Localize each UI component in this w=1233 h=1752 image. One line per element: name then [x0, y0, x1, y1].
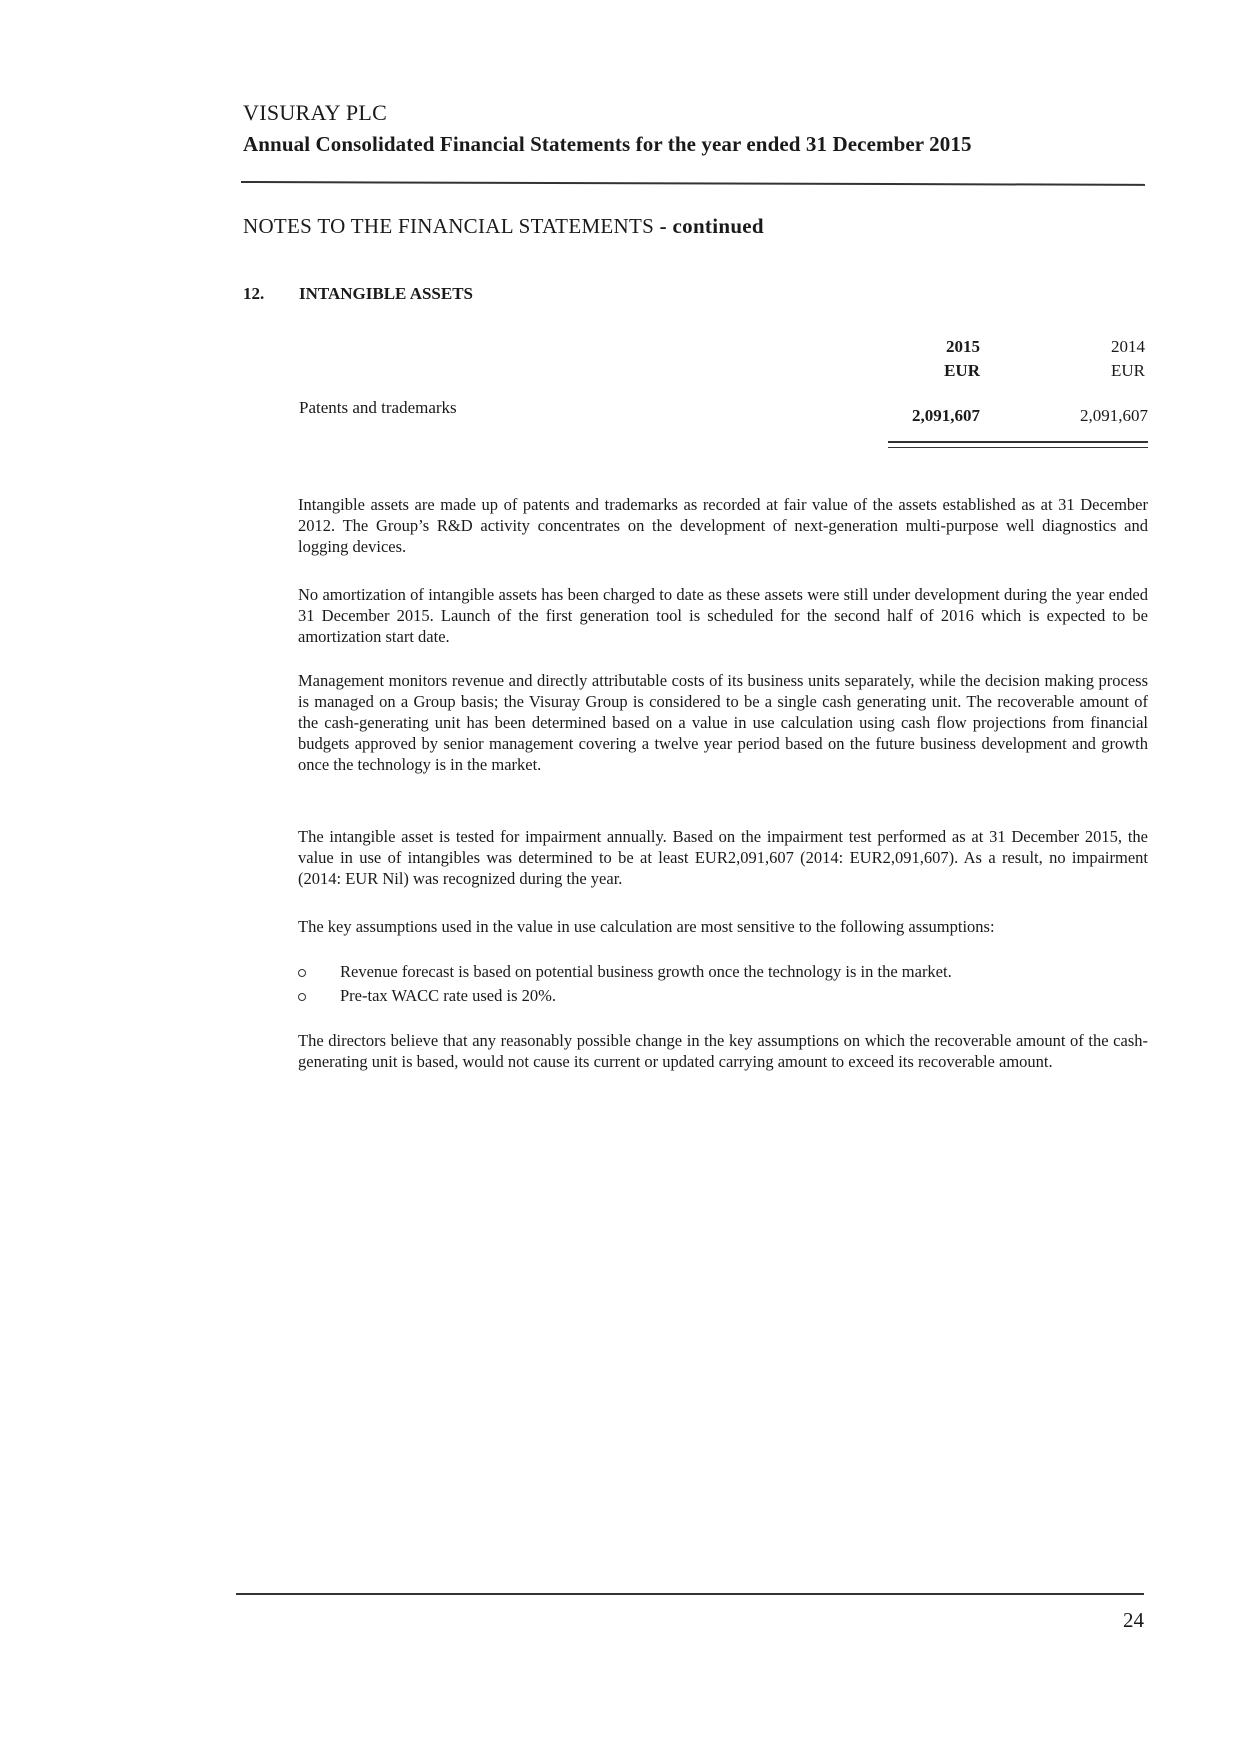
- company-name: VISURAY PLC: [243, 100, 388, 125]
- paragraph: The directors believe that any reasonably possible change in the key assumptions on which the recoverable amount of the cash-generating unit is based, would not cause its current or updated carrying amount to exceed its recoverable amount.: [298, 1031, 1148, 1071]
- report-subtitle: Annual Consolidated Financial Statements for the year ended 31 December 2015: [243, 132, 972, 156]
- list-item-text: Pre-tax WACC rate used is 20%.: [340, 986, 556, 1005]
- column-year: 2015: [946, 337, 980, 356]
- notes-heading-main: NOTES TO THE FINANCIAL STATEMENTS: [243, 214, 655, 238]
- row-label-patents: Patents and trademarks: [299, 398, 457, 417]
- row-value-2015: 2,091,607: [912, 406, 980, 425]
- bullet-icon: [298, 993, 306, 1001]
- notes-heading-suffix: - continued: [654, 214, 764, 238]
- column-header-2015: [870, 335, 980, 383]
- list-item-text: Revenue forecast is based on potential business growth once the technology is in the market.: [340, 962, 952, 981]
- list-item: [298, 960, 1148, 984]
- paragraph: The intangible asset is tested for impairment annually. Based on the impairment test performed as at 31 December 2015, the value in use of intangibles was determined to be at least EUR2,091,607 (2014: EUR2,091,607). As a result, no impairment (2014: EUR Nil) was recognized during the year.: [298, 827, 1148, 888]
- column-header-2014: [1035, 335, 1145, 383]
- list-item: [298, 984, 1148, 1008]
- paragraph: The key assumptions used in the value in use calculation are most sensitive to the following assumptions:: [298, 917, 995, 936]
- row-value-2014: 2,091,607: [1080, 406, 1148, 425]
- column-currency: EUR: [944, 361, 980, 380]
- paragraph: No amortization of intangible assets has been charged to date as these assets were still under development during the year ended 31 December 2015. Launch of the first generation tool is scheduled for the second half of 2016 which is expected to be amortization start date.: [298, 585, 1148, 646]
- paragraph: Intangible assets are made up of patents and trademarks as recorded at fair value of the assets established as at 31 December 2012. The Group’s R&D activity concentrates on the development of next-generation multi-purpose well diagnostics and logging devices.: [298, 495, 1148, 556]
- section-title: INTANGIBLE ASSETS: [299, 284, 474, 303]
- footer-divider: [236, 1593, 1144, 1595]
- notes-heading: [243, 214, 764, 239]
- page-number: 24: [1123, 1608, 1144, 1632]
- column-year: 2014: [1111, 337, 1145, 356]
- bullet-icon: [298, 969, 306, 977]
- header-divider: [241, 181, 1145, 186]
- section-number: 12.: [243, 284, 265, 303]
- assumptions-list: [298, 960, 1148, 1008]
- total-double-underline: [888, 441, 1148, 448]
- paragraph: Management monitors revenue and directly attributable costs of its business units separately, while the decision making process is managed on a Group basis; the Visuray Group is considered to be a single cash generating unit. The recoverable amount of the cash-generating unit has been determined based on a value in use calculation using cash flow projections from financial budgets approved by senior management covering a twelve year period based on the future business development and growth once the technology is in the market.: [298, 671, 1148, 774]
- column-currency: EUR: [1111, 361, 1145, 380]
